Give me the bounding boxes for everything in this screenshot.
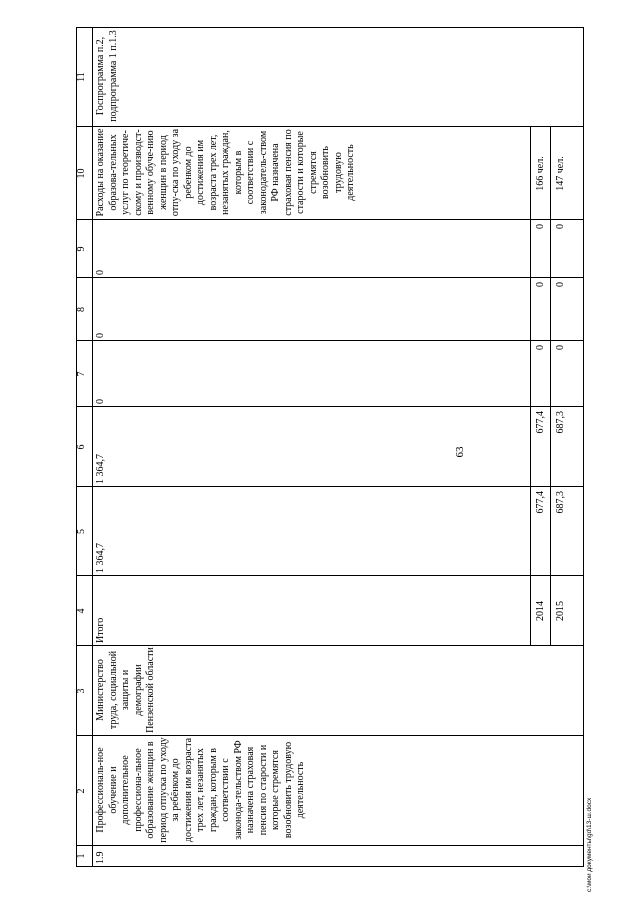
total-col8: 0 [95,333,106,338]
header-9: 9 [76,246,87,252]
program-ref: Госпрограмма п.2, подпрограмма 1 п.1.3 [95,30,119,122]
total-label: Итого [95,617,106,643]
total-col5: 1 364,7 [95,543,106,573]
y2014-col5: 677,4 [535,491,546,514]
header-6: 6 [76,444,87,450]
y2015-col6: 687,3 [555,411,566,434]
y2015-col9: 0 [555,224,566,229]
y2015-col7: 0 [555,345,566,350]
header-2: 2 [76,788,87,794]
header-8: 8 [76,307,87,312]
y2014-col6: 677,4 [535,411,546,434]
year-2015: 2015 [555,601,566,621]
total-col6: 1 364,7 [95,454,106,484]
indicator: Расходы на оказание образова-тельных услуг по теоретиче-скому и производст-венному обуче-нию женщин в период отпу-ска по уходу за ребенком до достижения им возраста трех лет, незанятых граждан, которым в соответствии с законодатель-ством РФ назначена страховая пенсия по старости и которые стремятся возобновить трудовую деятельность [95,128,356,217]
total-col7: 0 [95,399,106,404]
row-number: 1.9 [95,851,106,864]
header-11: 11 [76,72,87,82]
page-number: 63 [454,446,466,458]
executor: Министерство труда, социальной защиты и демографии Пензенской области [95,647,156,733]
footer-file-path: c:\мои документы\gd\13-ш.docx [586,797,593,892]
header-3: 3 [76,688,87,694]
y2014-col9: 0 [535,224,546,229]
header-7: 7 [76,371,87,377]
y2014-col8: 0 [535,282,546,287]
header-1: 1 [76,853,87,859]
header-5: 5 [76,529,87,534]
y2015-col10: 147 чел. [555,156,566,191]
y2014-col10: 166 чел. [535,156,546,191]
header-4: 4 [76,608,87,614]
rotated-table [76,27,584,867]
total-col9: 0 [95,270,106,275]
measure-name: Профессиональ-ное обучение и дополнительное профессиона-льное образование женщин в период отпуска по уходу за ребёнком до достижения им возраста трех лет, незанятых граждан, которым в соответствии с законода-тельством РФ назначена страховая пенсия по старости и которые стремятся возобновить трудовую деятельность [95,737,306,843]
header-10: 10 [76,168,87,179]
year-2014: 2014 [535,601,546,621]
y2015-col8: 0 [555,282,566,287]
y2014-col7: 0 [535,345,546,350]
y2015-col5: 687,3 [555,491,566,514]
